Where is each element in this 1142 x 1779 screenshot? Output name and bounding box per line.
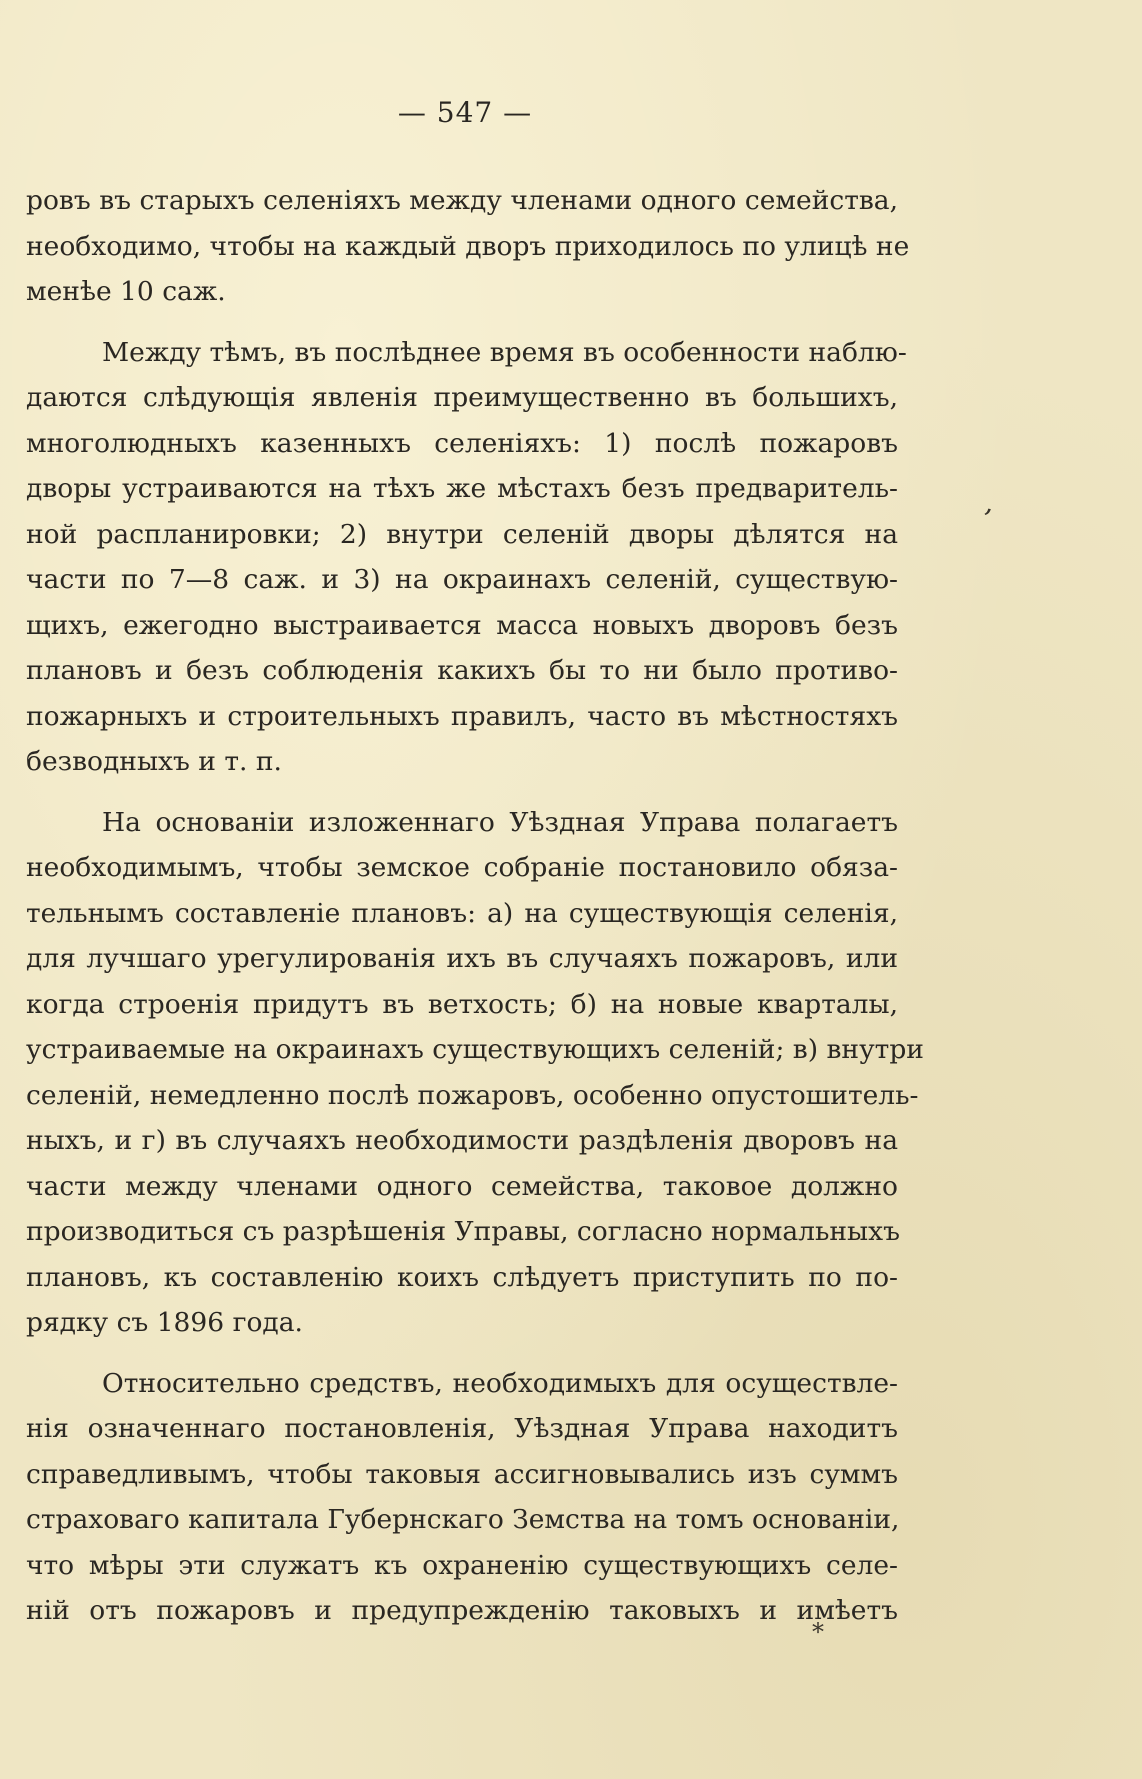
text-line: ныхъ, и г) въ случаяхъ необходимости раздѣленія дворовъ на [26,1125,898,1156]
text-line: нія означеннаго постановленія, Уѣздная Управа находитъ [26,1413,898,1444]
text-line: производиться съ разрѣшенія Управы, согласно нормальныхъ [26,1216,900,1247]
text-line: щихъ, ежегодно выстраивается масса новыхъ дворовъ безъ [26,609,898,641]
body-text [26,178,924,1634]
text-line: устраиваемые на окраинахъ существующихъ селеній; в) внутри [26,1034,924,1065]
text-line: Относительно средствъ, необходимыхъ для осуществле- [102,1367,898,1399]
text-line: На основаніи изложеннаго Уѣздная Управа полагаетъ [102,806,898,838]
text-line: ній отъ пожаровъ и предупрежденію таковыхъ и имѣетъ [26,1595,898,1626]
text-line: пожарныхъ и строительныхъ правилъ, часто въ мѣстностяхъ [26,700,898,732]
text-line: плановъ и безъ соблюденія какихъ бы то ни было противо- [26,655,898,686]
text-line: селеній, немедленно послѣ пожаровъ, особенно опустошитель- [26,1079,919,1111]
text-line: ной распланировки; 2) внутри селеній дворы дѣлятся на [26,518,898,550]
text-line: части по 7—8 саж. и 3) на окраинахъ селеній, существую- [26,564,898,595]
paragraph [26,178,910,315]
asterisk-mark: * [812,1618,824,1646]
text-line: страховаго капитала Губернскаго Земства на томъ основаніи, [26,1504,900,1535]
text-line: рядку съ 1896 года. [26,1307,303,1338]
text-line: Между тѣмъ, въ послѣднее время въ особенности наблю- [102,336,907,368]
text-line: многолюдныхъ казенныхъ селеніяхъ: 1) послѣ пожаровъ [26,427,898,459]
text-line: справедливымъ, чтобы таковыя ассигновывались изъ суммъ [26,1458,898,1490]
text-line: даются слѣдующія явленія преимущественно въ большихъ, [26,382,898,413]
text-line: что мѣры эти служатъ къ охраненію существующихъ селе- [26,1549,898,1581]
text-line: необходимо, чтобы на каждый дворъ приходилось по улицѣ не [26,230,910,262]
page-number: — 547 — [397,96,533,129]
text-line: когда строенія придутъ въ ветхость; б) на новые кварталы, [26,988,898,1020]
paragraph [26,330,907,785]
text-line: части между членами одного семейства, таковое должно [26,1170,898,1202]
text-line: дворы устраиваются на тѣхъ же мѣстахъ безъ предваритель- [26,473,898,504]
stray-comma-mark: , [982,485,999,520]
text-line: менѣе 10 саж. [26,276,226,307]
text-line: необходимымъ, чтобы земское собраніе постановило обяза- [26,852,898,883]
paragraph [26,800,924,1346]
text-line: ровъ въ старыхъ селеніяхъ между членами одного семейства, [26,185,898,216]
paragraph [26,1361,898,1634]
text-line: безводныхъ и т. п. [26,746,282,777]
text-line: тельнымъ составленіе плановъ: а) на существующія селенія, [26,897,898,929]
text-line: плановъ, къ составленію коихъ слѣдуетъ приступить по по- [26,1261,898,1293]
text-line: для лучшаго урегулированія ихъ въ случаяхъ пожаровъ, или [26,943,898,974]
